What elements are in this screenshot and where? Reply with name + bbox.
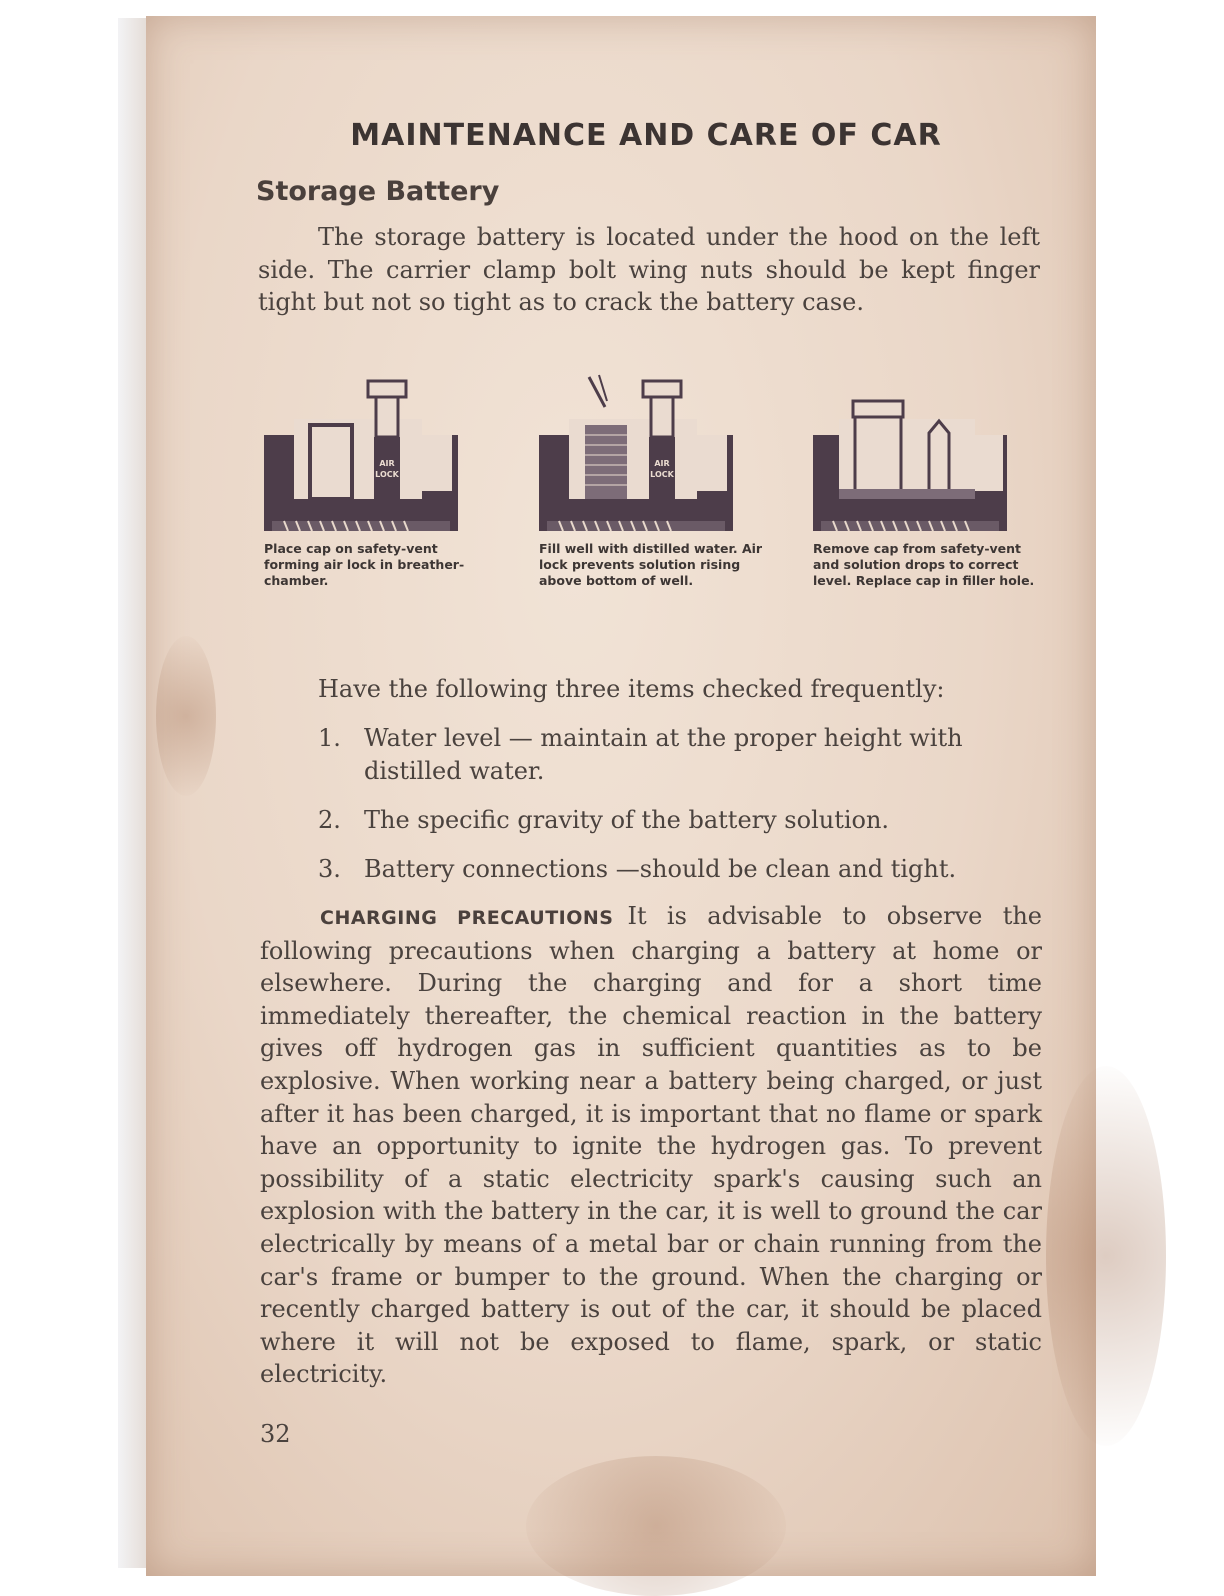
page-number: 32 (260, 1420, 291, 1448)
page-edge (118, 18, 148, 1568)
list-item (318, 853, 1043, 886)
list-number: 3. (318, 855, 341, 883)
svg-text:AIR: AIR (379, 459, 395, 468)
page-title: MAINTENANCE AND CARE OF CAR (350, 118, 942, 153)
svg-text:LOCK: LOCK (375, 470, 399, 479)
battery-cell-diagram (813, 371, 1009, 533)
charging-paragraph (260, 900, 1042, 1391)
list-text: Water level — maintain at the proper height with distilled water. (364, 724, 963, 785)
figure-1 (264, 371, 494, 589)
figure-caption: Fill well with distilled water. Air lock prevents solution rising above bottom of well. (539, 541, 763, 588)
list-text: Battery connections —should be clean and tight. (364, 855, 957, 883)
list-item (318, 804, 1043, 837)
figure-3 (813, 371, 1043, 589)
manual-page (146, 16, 1096, 1576)
battery-cell-diagram (539, 371, 735, 533)
svg-text:LOCK: LOCK (650, 470, 674, 479)
stain (526, 1456, 786, 1596)
list-text: The specific gravity of the battery solution. (364, 806, 890, 834)
checklist-intro: Have the following three items checked frequently: (318, 675, 945, 703)
charging-title: CHARGING PRECAUTIONS (320, 907, 614, 929)
stain (156, 636, 216, 796)
intro-text: The storage battery is located under the hood on the left side. The carrier clamp bolt wing nuts should be kept finger tight but not so tight as to crack the battery case. (258, 223, 1040, 316)
list-item (318, 722, 1043, 788)
svg-text:AIR: AIR (654, 459, 670, 468)
intro-paragraph (258, 221, 1040, 319)
figure-caption: Remove cap from safety-vent and solution drops to correct level. Replace cap in filler hole. (813, 541, 1035, 588)
checklist (318, 722, 1043, 902)
list-number: 1. (318, 724, 341, 752)
list-number: 2. (318, 806, 341, 834)
stain (1046, 1066, 1166, 1446)
figure-2 (539, 371, 769, 589)
section-title: Storage Battery (256, 176, 500, 207)
battery-cell-diagram (264, 371, 460, 533)
figure-caption: Place cap on safety-vent forming air lock in breather-chamber. (264, 541, 465, 588)
charging-text: It is advisable to observe the following precautions when charging a battery at home or elsewhere. During the charging and for a short time immediately thereafter, the chemical reaction in the battery gives off hydrogen gas in sufficient quantities as to be explosive. When working near a battery being charged, or just after it has been charged, it is important that no flame or spark have an opportunity to ignite the hydrogen gas. To prevent possibility of a static electricity spark's causing such an explosion with the battery in the car, it is well to ground the car electrically by means of a metal bar or chain running from the car's frame or bumper to the ground. When the charging or recently charged battery is out of the car, it should be placed where it will not be exposed to flame, spark, or static electricity. (260, 902, 1043, 1389)
